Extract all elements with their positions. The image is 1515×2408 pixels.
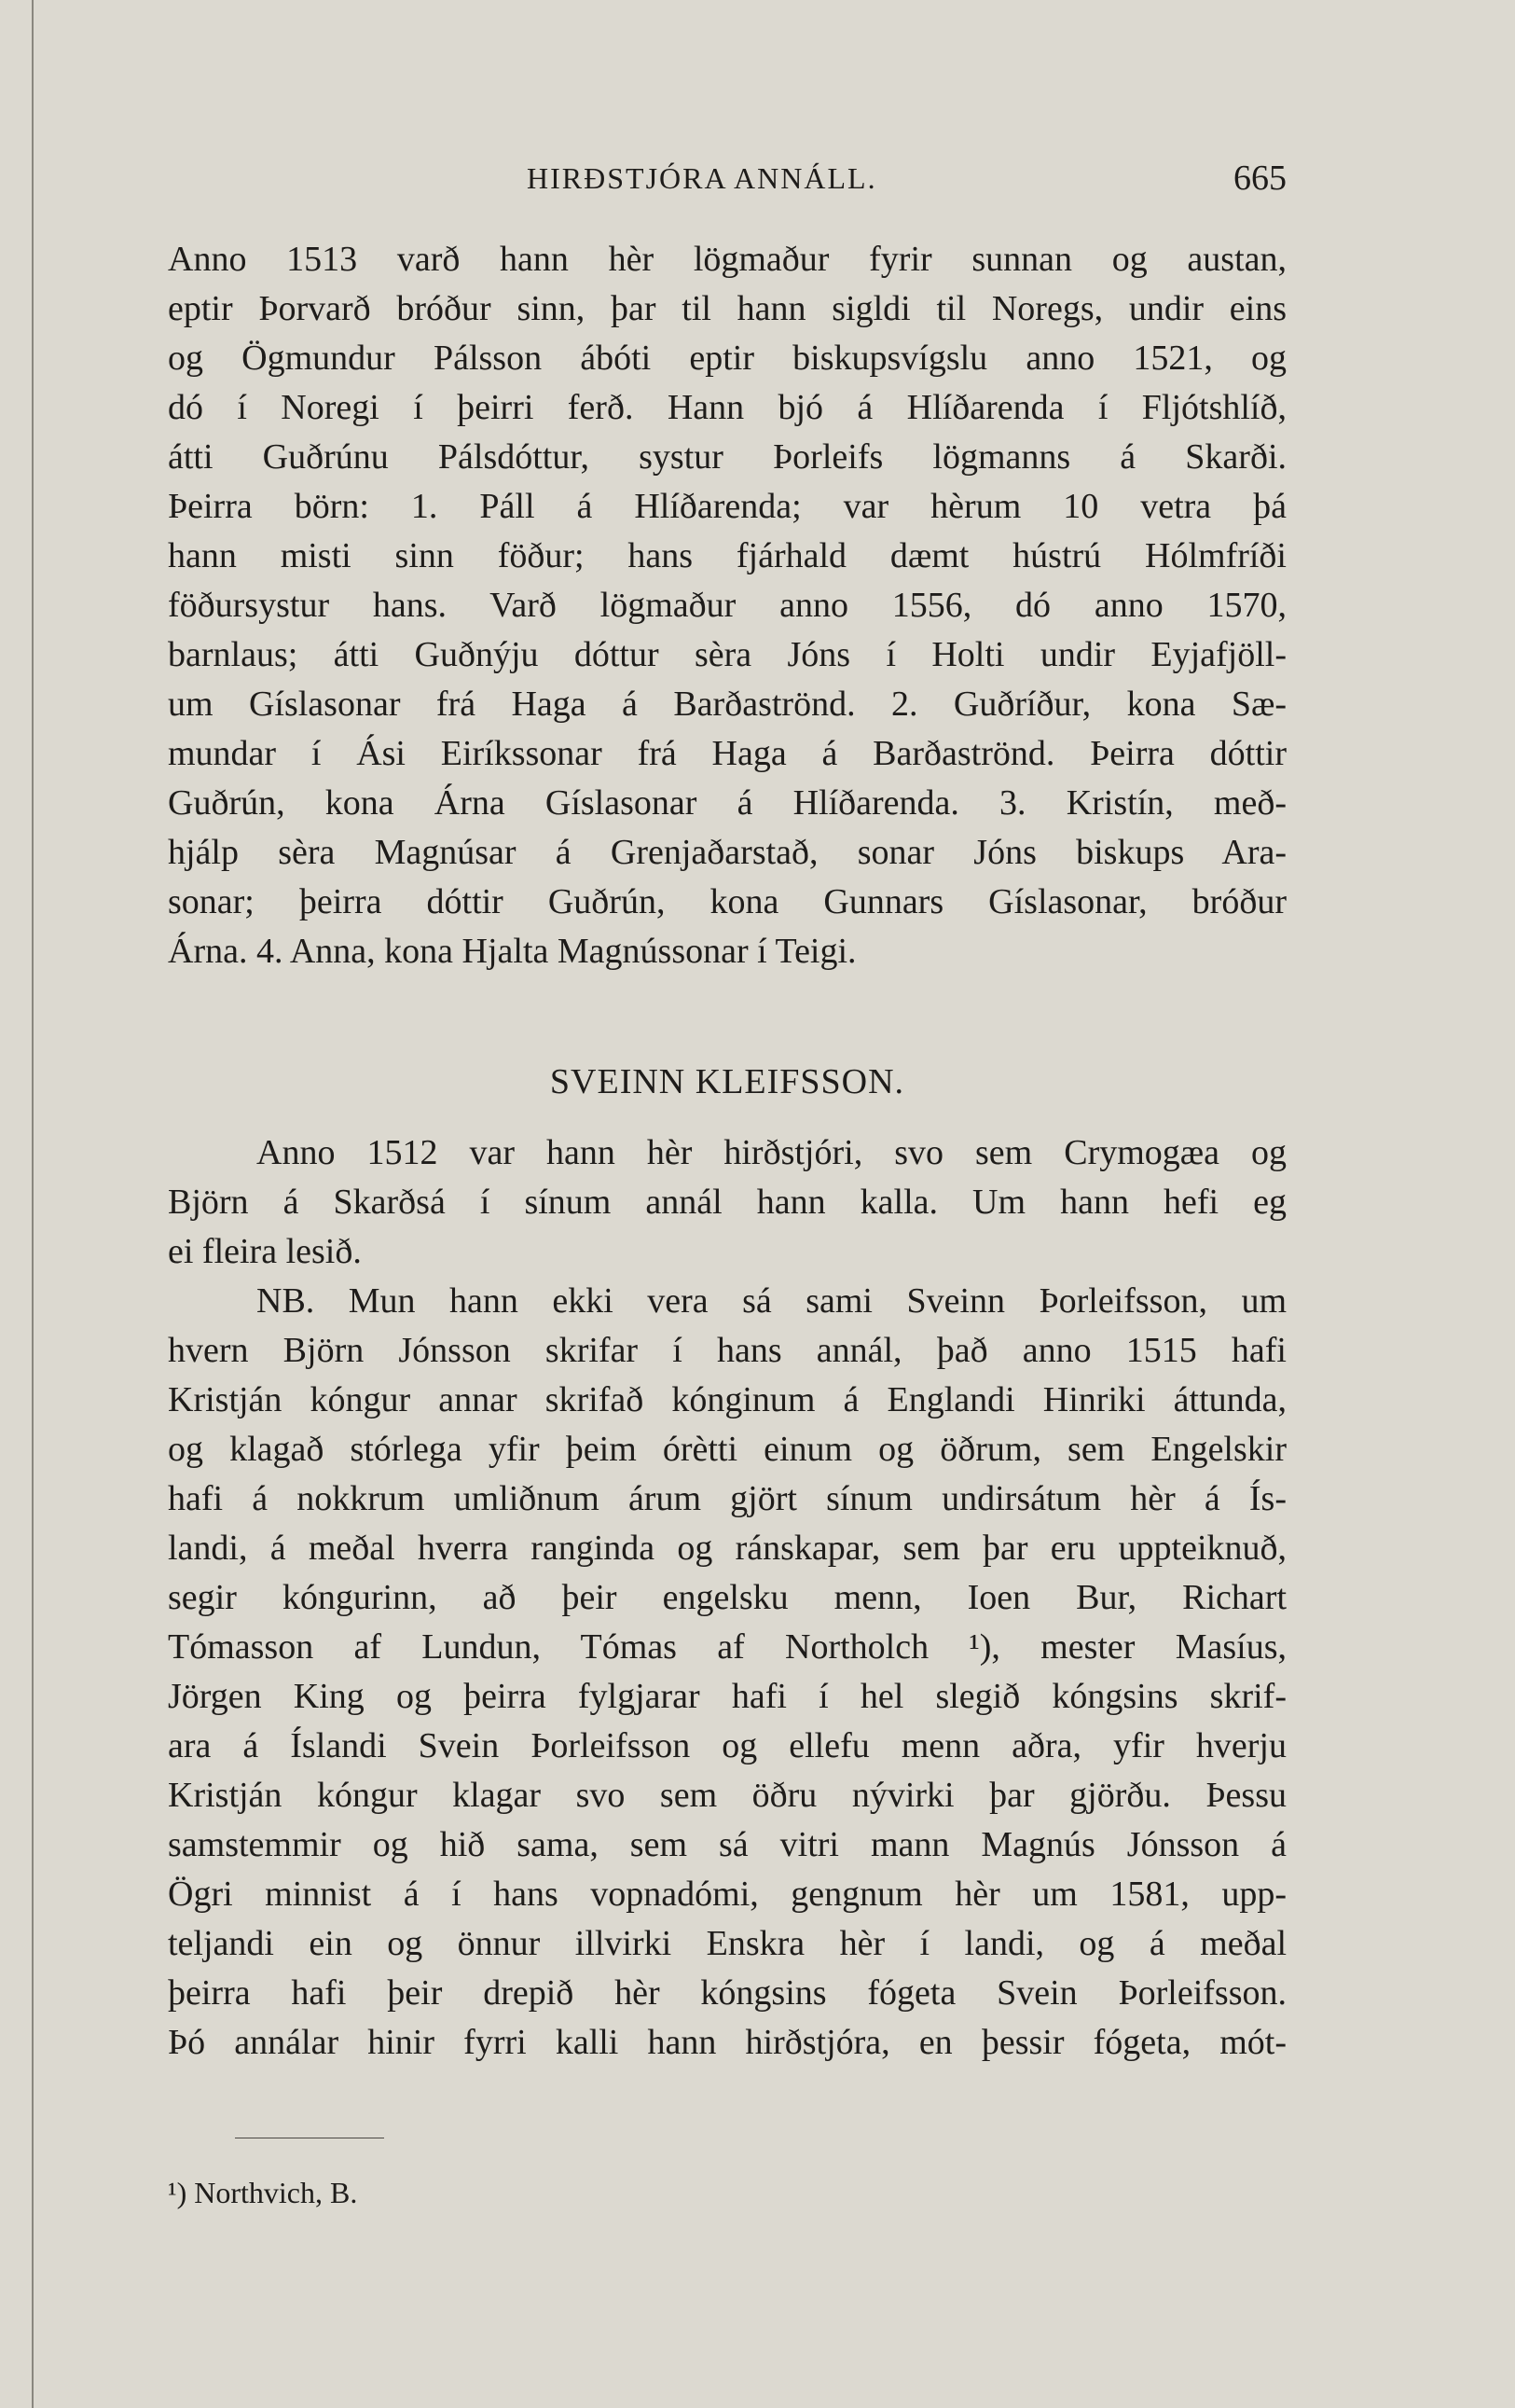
text-line: teljandi ein og önnur illvirki Enskra hèr í landi, og á meðal: [168, 1924, 1287, 1963]
text-line: átti Guðrúnu Pálsdóttur, systur Þorleifs lögmanns á Skarði.: [168, 437, 1287, 477]
text-line: þeirra hafi þeir drepið hèr kóngsins fógeta Svein Þorleifsson.: [168, 1973, 1287, 2013]
text-line: og klagað stórlega yfir þeim órètti einum og öðrum, sem Engelskir: [168, 1430, 1287, 1469]
text-line: Jörgen King og þeirra fylgjarar hafi í hel slegið kóngsins skrif-: [168, 1677, 1287, 1716]
text-line: og Ögmundur Pálsson ábóti eptir biskupsvígslu anno 1521, og: [168, 339, 1287, 378]
text-line: Anno 1513 varð hann hèr lögmaður fyrir sunnan og austan,: [168, 240, 1287, 279]
page-number: 665: [1233, 159, 1287, 198]
text-line: dó í Noregi í þeirri ferð. Hann bjó á Hlíðarenda í Fljótshlíð,: [168, 388, 1287, 427]
text-line: Ögri minnist á í hans vopnadómi, gengnum hèr um 1581, upp-: [168, 1875, 1287, 1914]
text-line: hafi á nokkrum umliðnum árum gjört sínum undirsátum hèr á Ís-: [168, 1479, 1287, 1518]
text-line: Kristján kóngur klagar svo sem öðru nývirki þar gjörðu. Þessu: [168, 1776, 1287, 1815]
text-line: mundar í Ási Eiríkssonar frá Haga á Barðaströnd. Þeirra dóttir: [168, 734, 1287, 773]
text-line: landi, á meðal hverra ranginda og ránskapar, sem þar eru uppteiknuð,: [168, 1529, 1287, 1568]
section-heading: SVEINN KLEIFSSON.: [549, 1062, 905, 1101]
text-line: sonar; þeirra dóttir Guðrún, kona Gunnars Gíslasonar, bróður: [168, 882, 1287, 921]
text-line: ei fleira lesið.: [168, 1232, 362, 1271]
text-line: samstemmir og hið sama, sem sá vitri mann Magnús Jónsson á: [168, 1825, 1287, 1864]
text-line: Kristján kóngur annar skrifað kónginum á Englandi Hinriki áttunda,: [168, 1380, 1287, 1419]
text-line: hann misti sinn föður; hans fjárhald dæmt hústrú Hólmfríði: [168, 536, 1287, 575]
text-line: Þó annálar hinir fyrri kalli hann hirðstjóra, en þessir fógeta, mót-: [168, 2023, 1287, 2062]
text-line: Guðrún, kona Árna Gíslasonar á Hlíðarenda. 3. Kristín, með-: [168, 783, 1287, 823]
text-line: um Gíslasonar frá Haga á Barðaströnd. 2. Guðríður, kona Sæ-: [168, 685, 1287, 724]
text-line: Árna. 4. Anna, kona Hjalta Magnússonar í Teigi.: [168, 932, 857, 971]
text-line: barnlaus; átti Guðnýju dóttur sèra Jóns í Holti undir Eyjafjöll-: [168, 635, 1287, 674]
paragraph-1: [168, 235, 1287, 976]
paragraph-3: [168, 1277, 1287, 2068]
text-line: segir kóngurinn, að þeir engelsku menn, Ioen Bur, Richart: [168, 1578, 1287, 1617]
footnote: ¹) Northvich, B.: [168, 2176, 358, 2209]
running-title: HIRÐSTJÓRA ANNÁLL.: [527, 161, 877, 195]
paragraph-2: [168, 1128, 1287, 1277]
text-line: Þeirra börn: 1. Páll á Hlíðarenda; var hèrum 10 vetra þá: [168, 487, 1287, 526]
text-line: eptir Þorvarð bróður sinn, þar til hann sigldi til Noregs, undir eins: [168, 289, 1287, 328]
text-line: NB. Mun hann ekki vera sá sami Sveinn Þorleifsson, um: [256, 1281, 1287, 1321]
text-line: hvern Björn Jónsson skrifar í hans annál, það anno 1515 hafi: [168, 1331, 1287, 1370]
text-line: Anno 1512 var hann hèr hirðstjóri, svo sem Crymogæa og: [256, 1133, 1287, 1172]
text-line: föðursystur hans. Varð lögmaður anno 1556, dó anno 1570,: [168, 586, 1287, 625]
text-line: Tómasson af Lundun, Tómas af Northolch ¹), mester Masíus,: [168, 1627, 1287, 1667]
running-head: [168, 154, 1287, 210]
binding-edge-line: [32, 0, 34, 2408]
text-line: hjálp sèra Magnúsar á Grenjaðarstað, sonar Jóns biskups Ara-: [168, 833, 1287, 872]
text-line: Björn á Skarðsá í sínum annál hann kalla. Um hann hefi eg: [168, 1183, 1287, 1222]
text-line: ara á Íslandi Svein Þorleifsson og ellefu menn aðra, yfir hverju: [168, 1726, 1287, 1765]
